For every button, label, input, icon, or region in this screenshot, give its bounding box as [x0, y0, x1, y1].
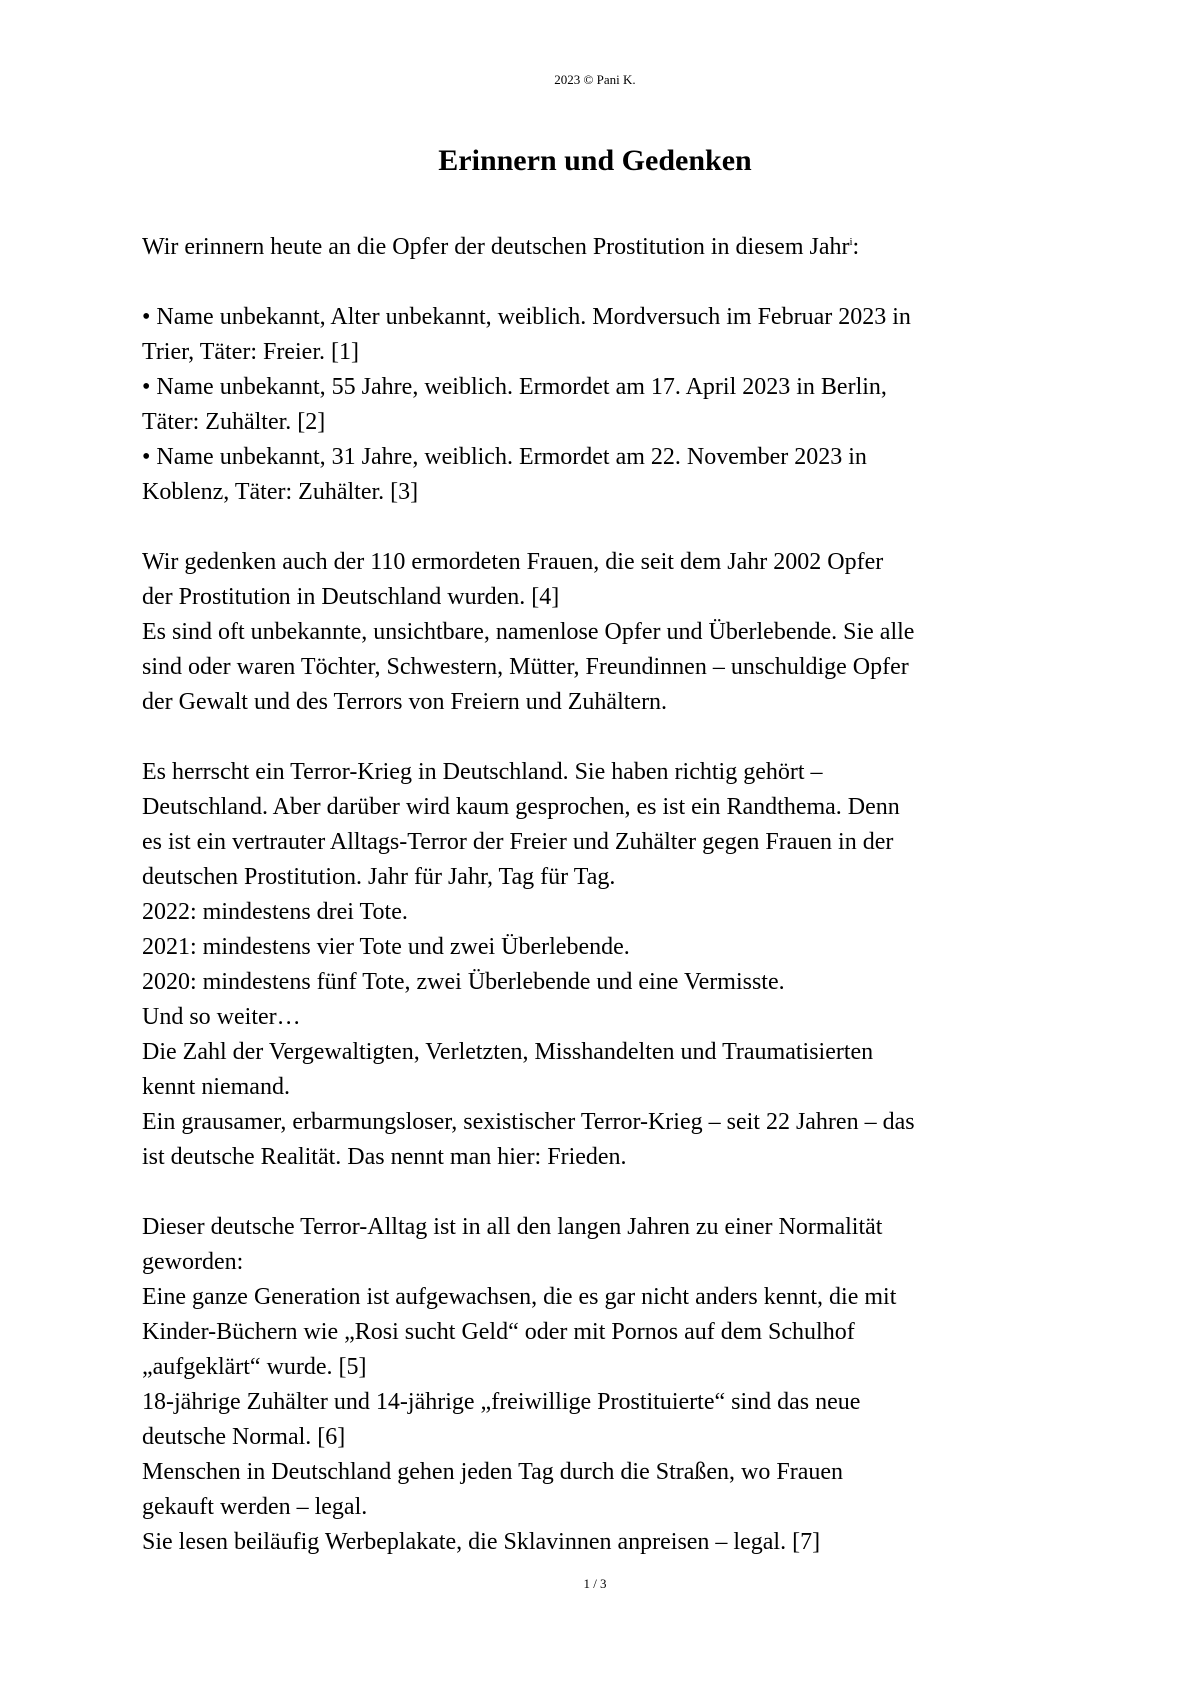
text-line: Ein grausamer, erbarmungsloser, sexistischer Terror-Krieg – seit 22 Jahren – das	[142, 1109, 915, 1135]
normality-paragraph	[142, 1210, 1082, 1560]
text-line: Die Zahl der Vergewaltigten, Verletzten, Misshandelten und Traumatisierten	[142, 1039, 874, 1065]
page-title: Erinnern und Gedenken	[438, 144, 752, 177]
paragraph-gap	[142, 1175, 1082, 1210]
document-body	[142, 230, 1082, 1560]
text-line: Es herrscht ein Terror-Krieg in Deutschland. Sie haben richtig gehört –	[142, 759, 823, 785]
victim-line: Koblenz, Täter: Zuhälter. [3]	[142, 479, 419, 505]
intro-text: Wir erinnern heute an die Opfer der deutschen Prostitution in diesem Jahr	[142, 234, 850, 260]
intro-paragraph	[142, 230, 1082, 265]
text-line: Und so weiter…	[142, 1004, 301, 1030]
text-line: 18-jährige Zuhälter und 14-jährige „freiwillige Prostituierte“ sind das neue	[142, 1389, 861, 1415]
text-line: 2022: mindestens drei Tote.	[142, 899, 408, 925]
footnote-marker[interactable]: i	[849, 236, 853, 248]
text-line: geworden:	[142, 1249, 244, 1275]
text-line: der Prostitution in Deutschland wurden. [4]	[142, 584, 560, 610]
victim-line: • Name unbekannt, 31 Jahre, weiblich. Ermordet am 22. November 2023 in	[142, 444, 867, 470]
victim-line: Trier, Täter: Freier. [1]	[142, 339, 359, 365]
paragraph-gap	[142, 510, 1082, 545]
text-line: Menschen in Deutschland gehen jeden Tag durch die Straßen, wo Frauen	[142, 1459, 844, 1485]
paragraph-gap	[142, 265, 1082, 300]
text-line: Es sind oft unbekannte, unsichtbare, namenlose Opfer und Überlebende. Sie alle	[142, 619, 915, 645]
victim-item	[142, 370, 1082, 440]
text-line: Dieser deutsche Terror-Alltag ist in all den langen Jahren zu einer Normalität	[142, 1214, 883, 1240]
intro-colon: :	[852, 234, 860, 260]
text-line: „aufgeklärt“ wurde. [5]	[142, 1354, 367, 1380]
text-line: Kinder-Büchern wie „Rosi sucht Geld“ oder mit Pornos auf dem Schulhof	[142, 1319, 855, 1345]
paragraph-gap	[142, 720, 1082, 755]
victim-list	[142, 300, 1082, 510]
text-line: Deutschland. Aber darüber wird kaum gesprochen, es ist ein Randthema. Denn	[142, 794, 900, 820]
text-line: Eine ganze Generation ist aufgewachsen, die es gar nicht anders kennt, die mit	[142, 1284, 897, 1310]
victim-line: • Name unbekannt, Alter unbekannt, weiblich. Mordversuch im Februar 2023 in	[142, 304, 911, 330]
terror-paragraph	[142, 755, 1082, 1175]
text-line: es ist ein vertrauter Alltags-Terror der Freier und Zuhälter gegen Frauen in der	[142, 829, 894, 855]
victim-line: Täter: Zuhälter. [2]	[142, 409, 326, 435]
page-number: 1 / 3	[583, 1576, 607, 1591]
page-header-copyright: 2023 © Pani K.	[554, 72, 636, 87]
victim-item	[142, 300, 1082, 370]
victim-item	[142, 440, 1082, 510]
text-line: kennt niemand.	[142, 1074, 290, 1100]
text-line: deutschen Prostitution. Jahr für Jahr, Tag für Tag.	[142, 864, 616, 890]
intro-line	[142, 230, 1082, 265]
text-line: der Gewalt und des Terrors von Freiern und Zuhältern.	[142, 689, 668, 715]
text-line: Sie lesen beiläufig Werbeplakate, die Sklavinnen anpreisen – legal. [7]	[142, 1529, 821, 1555]
commemorate-paragraph	[142, 545, 1082, 720]
text-line: deutsche Normal. [6]	[142, 1424, 346, 1450]
text-line: Wir gedenken auch der 110 ermordeten Frauen, die seit dem Jahr 2002 Opfer	[142, 549, 884, 575]
text-line: 2020: mindestens fünf Tote, zwei Überlebende und eine Vermisste.	[142, 969, 785, 995]
text-line: gekauft werden – legal.	[142, 1494, 368, 1520]
text-line: sind oder waren Töchter, Schwestern, Mütter, Freundinnen – unschuldige Opfer	[142, 654, 909, 680]
victim-line: • Name unbekannt, 55 Jahre, weiblich. Ermordet am 17. April 2023 in Berlin,	[142, 374, 887, 400]
text-line: ist deutsche Realität. Das nennt man hier: Frieden.	[142, 1144, 627, 1170]
text-line: 2021: mindestens vier Tote und zwei Überlebende.	[142, 934, 630, 960]
